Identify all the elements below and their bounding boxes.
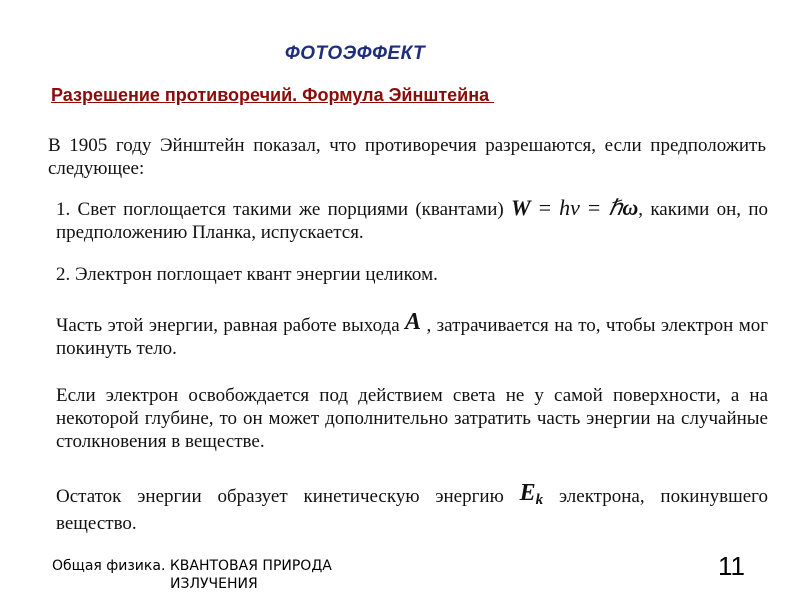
page-number: 11 — [718, 551, 745, 581]
footer — [52, 557, 412, 593]
kinetic-energy-symbol — [520, 480, 544, 506]
slide-title: ФОТОЭФФЕКТ — [284, 43, 426, 64]
formula-omega-symbol: ω — [622, 195, 639, 220]
work-function-paragraph — [56, 311, 768, 360]
einstein-photon-energy-formula — [511, 195, 638, 220]
work-function-text-after: , затрачивается на то, чтобы электрон мог покинуть тело. — [56, 315, 769, 359]
list-item-1 — [56, 196, 768, 244]
kinetic-energy-symbol-letter: E — [519, 480, 536, 506]
list-item-1-text-after: , какими он, по предположению Планка, испускается. — [56, 199, 768, 243]
kinetic-energy-paragraph — [56, 482, 768, 535]
intro-paragraph: В 1905 году Эйнштейн показал, что противоречия разрешаются, если предположить следующее: — [48, 135, 766, 179]
slide-subtitle: Разрешение противоречий. Формула Эйнштейна — [51, 85, 495, 105]
list-item-2: 2. Электрон поглощает квант энергии целиком. — [56, 264, 438, 285]
kinetic-energy-text-after: электрона, покинувшего вещество. — [56, 486, 768, 534]
formula-frequency-symbol: ν — [570, 195, 580, 220]
work-function-symbol: A — [405, 309, 422, 335]
kinetic-energy-text-before: Остаток энергии образует кинетическую энергию — [56, 486, 520, 507]
work-function-text-before: Часть этой энергии, равная работе выхода — [56, 315, 406, 336]
formula-planck-symbol: h — [559, 195, 571, 220]
footer-line-1: Общая физика. КВАНТОВАЯ ПРИРОДА — [52, 558, 332, 574]
formula-hbar-symbol: ℏ — [608, 195, 623, 220]
depth-paragraph: Если электрон освобождается под действием света не у самой поверхности, а на некоторой глубине, то он может дополнительно затратить часть энергии на случайные столкновения в веществе. — [56, 385, 768, 452]
formula-energy-symbol: W — [511, 195, 531, 220]
formula-equals-1: = — [530, 195, 560, 220]
kinetic-energy-subscript: k — [535, 492, 544, 508]
footer-line-2: ИЗЛУЧЕНИЯ — [170, 576, 258, 592]
list-item-1-text-before: 1. Свет поглощается такими же порциями (квантами) — [56, 199, 512, 220]
formula-equals-2: = — [579, 195, 609, 220]
